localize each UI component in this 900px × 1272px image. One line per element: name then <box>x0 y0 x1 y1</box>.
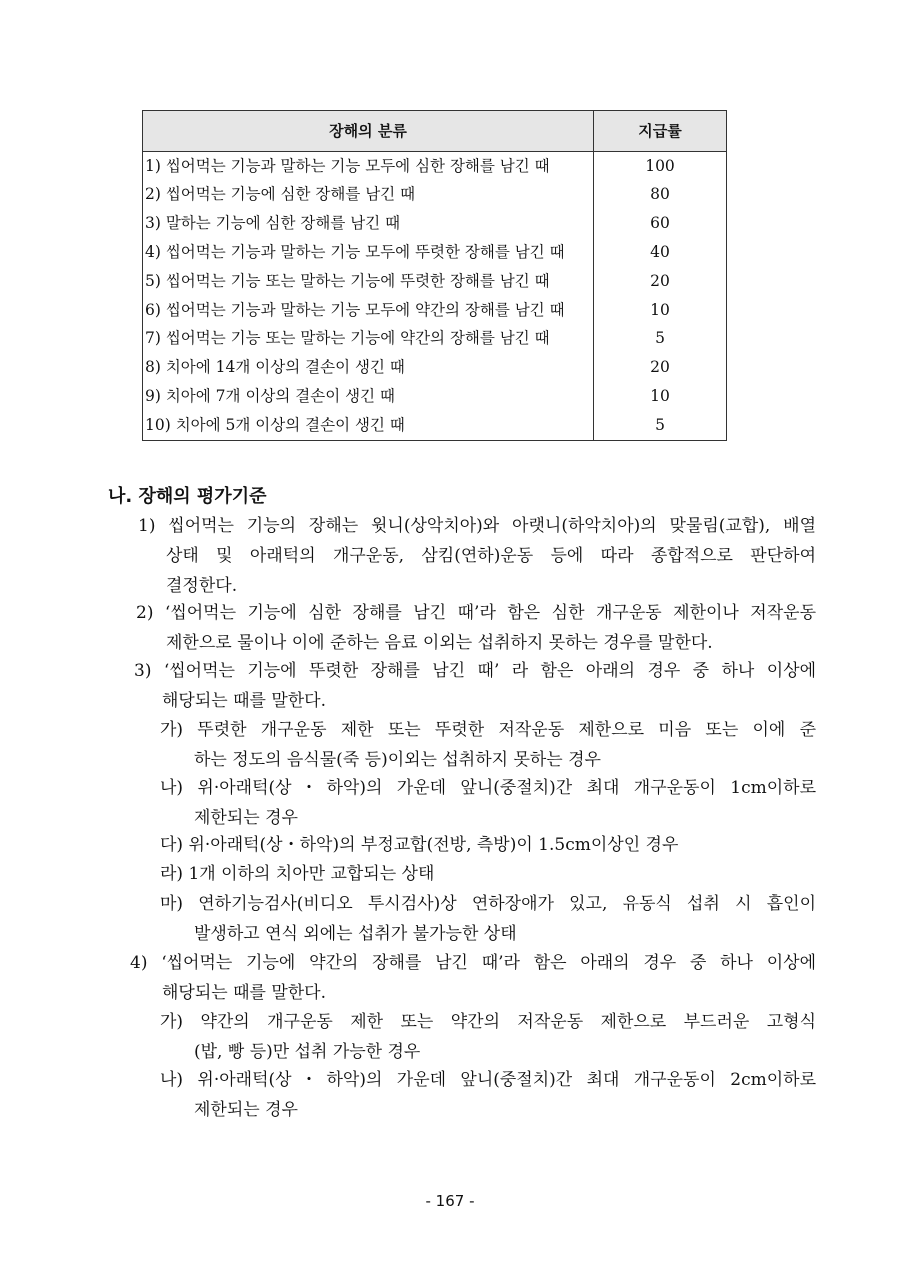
text-line: 나) 위·아래턱(상・하악)의 가운데 앞니(중절치)간 최대 개구운동이 2cm이하로 <box>160 1070 816 1090</box>
classification-cell: 6) 씹어먹는 기능과 말하는 기능 모두에 약간의 장해를 남긴 때 <box>143 296 594 325</box>
header-rate: 지급률 <box>594 111 727 152</box>
table-row <box>143 411 727 440</box>
item-3-ma <box>160 890 816 950</box>
rate-cell: 60 <box>594 210 727 239</box>
table-row <box>143 152 727 181</box>
rate-cell: 5 <box>594 325 727 354</box>
text-line: 제한되는 경우 <box>194 807 298 828</box>
text-line: 제한되는 경우 <box>194 1099 298 1120</box>
classification-cell: 10) 치아에 5개 이상의 결손이 생긴 때 <box>143 411 594 440</box>
header-classification: 장해의 분류 <box>143 111 594 152</box>
item-4 <box>130 949 816 1009</box>
text-line: 4) ‘씹어먹는 기능에 약간의 장해를 남긴 때’라 함은 아래의 경우 중 하나 이상에 <box>130 953 816 973</box>
table-row <box>143 325 727 354</box>
classification-cell: 1) 씹어먹는 기능과 말하는 기능 모두에 심한 장해를 남긴 때 <box>143 152 594 181</box>
item-3-na <box>160 774 816 834</box>
rate-cell: 40 <box>594 238 727 267</box>
text-line: 제한으로 물이나 이에 준하는 음료 이외는 섭취하지 못하는 경우를 말한다. <box>166 632 713 653</box>
rate-cell: 20 <box>594 267 727 296</box>
rate-cell: 100 <box>594 152 727 181</box>
table-row <box>143 382 727 411</box>
table-row <box>143 296 727 325</box>
text-line: 2) ‘씹어먹는 기능에 심한 장해를 남긴 때’라 함은 심한 개구운동 제한이나 저작운동 <box>136 603 816 623</box>
text-line: 나) 위·아래턱(상・하악)의 가운데 앞니(중절치)간 최대 개구운동이 1cm이하로 <box>160 778 816 798</box>
item-4-na <box>160 1066 816 1126</box>
text-line: 1) 씹어먹는 기능의 장해는 윗니(상악치아)와 아랫니(하악치아)의 맞물림(교합), 배열 <box>138 516 816 536</box>
text-line: 마) 연하기능검사(비디오 투시검사)상 연하장애가 있고, 유동식 섭취 시 흡인이 <box>160 894 816 914</box>
classification-cell: 4) 씹어먹는 기능과 말하는 기능 모두에 뚜렷한 장해를 남긴 때 <box>143 238 594 267</box>
text-line: 가) 약간의 개구운동 제한 또는 약간의 저작운동 제한으로 부드러운 고형식 <box>160 1012 816 1032</box>
item-4-ga <box>160 1008 816 1068</box>
text-line: 상태 및 아래턱의 개구운동, 삼킴(연하)운동 등에 따라 종합적으로 판단하여 <box>166 545 816 566</box>
disability-rate-table <box>142 110 727 441</box>
item-2 <box>136 599 816 659</box>
classification-cell: 5) 씹어먹는 기능 또는 말하는 기능에 뚜렷한 장해를 남긴 때 <box>143 267 594 296</box>
text-line: 해당되는 때를 말한다. <box>162 690 327 711</box>
text-line: 결정한다. <box>166 575 238 596</box>
table-row <box>143 238 727 267</box>
text-line: 가) 뚜렷한 개구운동 제한 또는 뚜렷한 저작운동 제한으로 미음 또는 이에 준 <box>160 720 816 740</box>
rate-cell: 5 <box>594 411 727 440</box>
table-row <box>143 210 727 239</box>
rate-cell: 10 <box>594 382 727 411</box>
classification-cell: 7) 씹어먹는 기능 또는 말하는 기능에 약간의 장해를 남긴 때 <box>143 325 594 354</box>
item-3-ra <box>160 860 434 890</box>
classification-cell: 9) 치아에 7개 이상의 결손이 생긴 때 <box>143 382 594 411</box>
item-3-da <box>160 831 678 861</box>
text-line: 발생하고 연식 외에는 섭취가 불가능한 상태 <box>194 923 517 944</box>
classification-cell: 8) 치아에 14개 이상의 결손이 생긴 때 <box>143 354 594 383</box>
rate-cell: 20 <box>594 354 727 383</box>
classification-cell: 3) 말하는 기능에 심한 장해를 남긴 때 <box>143 210 594 239</box>
text-line: 해당되는 때를 말한다. <box>162 982 327 1003</box>
item-1 <box>138 512 816 601</box>
page-number: - 167 - <box>425 1192 475 1210</box>
table-row <box>143 354 727 383</box>
rate-cell: 80 <box>594 181 727 210</box>
rate-cell: 10 <box>594 296 727 325</box>
text-line: 다) 위·아래턱(상・하악)의 부정교합(전방, 측방)이 1.5cm이상인 경우 <box>160 835 679 855</box>
section-title: 나. 장해의 평가기준 <box>108 486 267 507</box>
text-line: 하는 정도의 음식물(죽 등)이외는 섭취하지 못하는 경우 <box>194 749 601 770</box>
text-line: 라) 1개 이하의 치아만 교합되는 상태 <box>160 864 435 884</box>
table-row <box>143 181 727 210</box>
item-3-ga <box>160 716 816 776</box>
item-3 <box>134 657 816 717</box>
table-row <box>143 267 727 296</box>
classification-cell: 2) 씹어먹는 기능에 심한 장해를 남긴 때 <box>143 181 594 210</box>
text-line: 3) ‘씹어먹는 기능에 뚜렷한 장해를 남긴 때’ 라 함은 아래의 경우 중 하나 이상에 <box>134 661 816 681</box>
text-line: (밥, 빵 등)만 섭취 가능한 경우 <box>194 1041 421 1062</box>
table-header-row <box>143 111 727 152</box>
